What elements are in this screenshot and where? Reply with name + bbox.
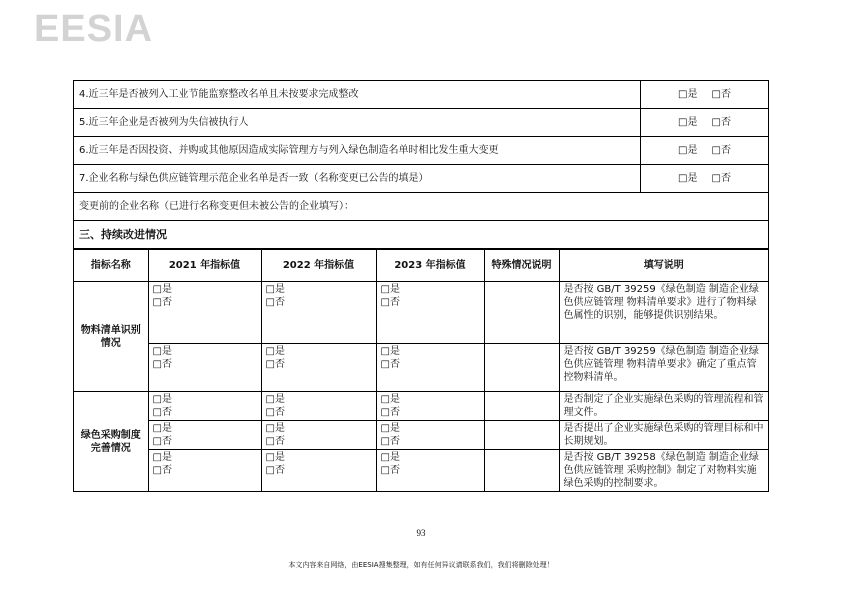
question-row <box>74 165 768 193</box>
year-value-cell <box>148 392 261 421</box>
document-form <box>73 80 769 492</box>
table-row <box>74 344 768 392</box>
no-checkbox[interactable]: □否 <box>380 436 400 447</box>
eesia-logo: EESIA <box>34 8 154 50</box>
instruction-cell: 是否按 GB/T 39259《绿色制造 制造企业绿色供应链管理 物料清单要求》进行了物料绿色属性的识别，能够提供识别结果。 <box>559 282 768 344</box>
year-value-cell <box>261 344 376 392</box>
instruction-cell: 是否制定了企业实施绿色采购的管理流程和管理文件。 <box>559 392 768 421</box>
year-value-cell <box>376 392 484 421</box>
yes-checkbox[interactable]: □是 <box>265 284 285 295</box>
header-2021: 2021 年指标值 <box>148 250 261 282</box>
section-row <box>74 221 768 249</box>
header-special: 特殊情况说明 <box>484 250 559 282</box>
former-name-row <box>74 193 768 221</box>
yes-checkbox[interactable]: □是 <box>265 394 285 405</box>
year-value-cell <box>148 450 261 492</box>
yes-checkbox[interactable]: □是 <box>265 452 285 463</box>
yes-checkbox[interactable]: □是 <box>678 144 698 156</box>
year-value-cell <box>376 282 484 344</box>
no-checkbox[interactable]: □否 <box>711 116 731 128</box>
question-text: 7.企业名称与绿色供应链管理示范企业名单是否一致（名称变更已公告的填是） <box>74 165 641 192</box>
yes-checkbox[interactable]: □是 <box>380 346 400 357</box>
yes-checkbox[interactable]: □是 <box>152 284 172 295</box>
yes-checkbox[interactable]: □是 <box>152 346 172 357</box>
special-note-cell[interactable] <box>484 450 559 492</box>
header-2022: 2022 年指标值 <box>261 250 376 282</box>
yes-checkbox[interactable]: □是 <box>380 452 400 463</box>
indicator-name: 物料清单识别情况 <box>74 282 148 392</box>
special-note-cell[interactable] <box>484 392 559 421</box>
no-checkbox[interactable]: □否 <box>265 297 285 308</box>
year-value-cell <box>261 392 376 421</box>
no-checkbox[interactable]: □否 <box>711 88 731 100</box>
yes-checkbox[interactable]: □是 <box>152 423 172 434</box>
no-checkbox[interactable]: □否 <box>265 359 285 370</box>
question-text: 5.近三年企业是否被列为失信被执行人 <box>74 109 641 136</box>
indicator-name: 绿色采购制度完善情况 <box>74 392 148 492</box>
question-row <box>74 137 768 165</box>
question-options <box>641 81 768 108</box>
no-checkbox[interactable]: □否 <box>380 297 400 308</box>
yes-checkbox[interactable]: □是 <box>152 452 172 463</box>
table-row <box>74 421 768 450</box>
page-number: 93 <box>416 528 426 538</box>
year-value-cell <box>376 421 484 450</box>
former-name-label: 变更前的企业名称（已进行名称变更但未被公告的企业填写）： <box>79 200 354 212</box>
year-value-cell <box>376 450 484 492</box>
table-header-row <box>74 250 768 282</box>
indicator-table <box>74 249 768 492</box>
yes-checkbox[interactable]: □是 <box>380 423 400 434</box>
instruction-cell: 是否提出了企业实施绿色采购的管理目标和中长期规划。 <box>559 421 768 450</box>
yes-checkbox[interactable]: □是 <box>152 394 172 405</box>
yes-checkbox[interactable]: □是 <box>678 116 698 128</box>
no-checkbox[interactable]: □否 <box>711 172 731 184</box>
year-value-cell <box>261 421 376 450</box>
footer-note: 本文内容来自网络，由EESIA搜集整理，如有任何异议请联系我们，我们将删除处理！ <box>288 561 554 569</box>
question-options <box>641 137 768 164</box>
year-value-cell <box>261 450 376 492</box>
year-value-cell <box>376 344 484 392</box>
no-checkbox[interactable]: □否 <box>152 465 172 476</box>
no-checkbox[interactable]: □否 <box>152 436 172 447</box>
yes-checkbox[interactable]: □是 <box>380 394 400 405</box>
instruction-cell: 是否按 GB/T 39258《绿色制造 制造企业绿色供应链管理 采购控制》制定了对物料实施绿色采购的控制要求。 <box>559 450 768 492</box>
question-text: 6.近三年是否因投资、并购或其他原因造成实际管理方与列入绿色制造名单时相比发生重大变更 <box>74 137 641 164</box>
no-checkbox[interactable]: □否 <box>380 359 400 370</box>
yes-checkbox[interactable]: □是 <box>380 284 400 295</box>
no-checkbox[interactable]: □否 <box>152 297 172 308</box>
no-checkbox[interactable]: □否 <box>265 436 285 447</box>
yes-checkbox[interactable]: □是 <box>265 346 285 357</box>
instruction-cell: 是否按 GB/T 39259《绿色制造 制造企业绿色供应链管理 物料清单要求》确定了重点管控物料清单。 <box>559 344 768 392</box>
table-row <box>74 282 768 344</box>
no-checkbox[interactable]: □否 <box>380 407 400 418</box>
year-value-cell <box>148 421 261 450</box>
special-note-cell[interactable] <box>484 282 559 344</box>
question-text: 4.近三年是否被列入工业节能监察整改名单且未按要求完成整改 <box>74 81 641 108</box>
special-note-cell[interactable] <box>484 344 559 392</box>
no-checkbox[interactable]: □否 <box>380 465 400 476</box>
question-options <box>641 165 768 192</box>
year-value-cell <box>148 344 261 392</box>
header-instructions: 填写说明 <box>559 250 768 282</box>
no-checkbox[interactable]: □否 <box>711 144 731 156</box>
yes-checkbox[interactable]: □是 <box>678 88 698 100</box>
no-checkbox[interactable]: □否 <box>152 359 172 370</box>
no-checkbox[interactable]: □否 <box>152 407 172 418</box>
question-row <box>74 81 768 109</box>
table-row <box>74 450 768 492</box>
year-value-cell <box>148 282 261 344</box>
section-title: 三、持续改进情况 <box>79 227 167 241</box>
no-checkbox[interactable]: □否 <box>265 465 285 476</box>
year-value-cell <box>261 282 376 344</box>
no-checkbox[interactable]: □否 <box>265 407 285 418</box>
header-indicator: 指标名称 <box>74 250 148 282</box>
yes-checkbox[interactable]: □是 <box>678 172 698 184</box>
question-options <box>641 109 768 136</box>
table-row <box>74 392 768 421</box>
special-note-cell[interactable] <box>484 421 559 450</box>
yes-checkbox[interactable]: □是 <box>265 423 285 434</box>
header-2023: 2023 年指标值 <box>376 250 484 282</box>
question-row <box>74 109 768 137</box>
